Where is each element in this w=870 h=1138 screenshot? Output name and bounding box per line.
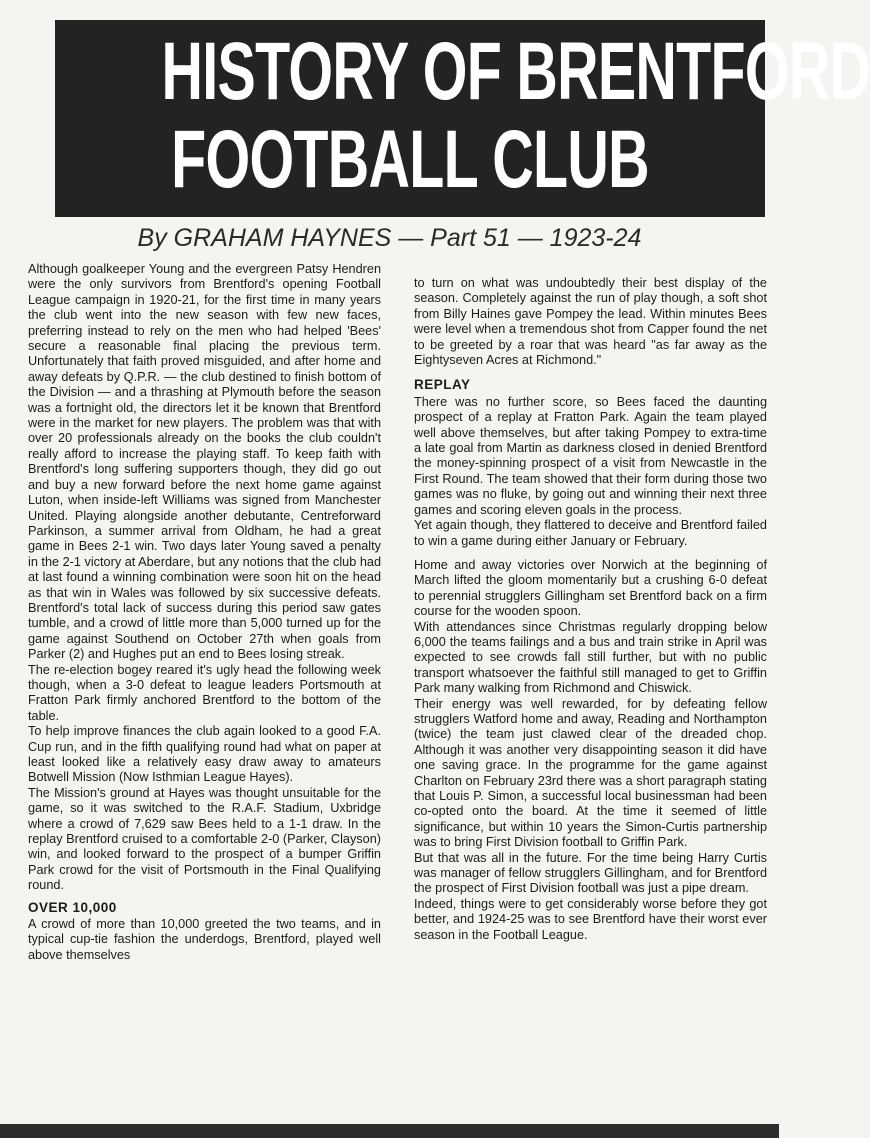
paragraph: The Mission's ground at Hayes was thought unsuitable for the game, so it was switched to the R.A.F. Stadium, Uxbridge where a crowd of 7,629 saw Bees held to a 1-1 draw. In the replay Brentford cruised to a comfortable 2-0 (Parker, Clayson) win, and looked forward to the prospect of a bumper Griffin Park crowd for the visit of Portsmouth in the Final Qualifying round. <box>28 785 381 893</box>
byline: By GRAHAM HAYNES — Part 51 — 1923-24 <box>137 224 642 252</box>
paragraph: Their energy was well rewarded, for by defeating fellow strugglers Watford home and away, Reading and Northampton (twice) the team just clawed clear of the dreaded chop. Although it was another very disappointing season it did have one saving grace. In the programme for the game against Charlton on February 23rd there was a short paragraph stating that Louis P. Simon, a successful local businessman had been co-opted onto the board. At the time it seemed of little significance, but within 10 years the Simon-Curtis partnership was to bring First Division football to Griffin Park. <box>414 696 767 850</box>
paragraph: There was no further score, so Bees faced the daunting prospect of a replay at Fratton Park. Again the team played well above themselves, but after taking Pompey to extra-time a late goal from Martin as darkness closed in denied Brentford the money-spinning prospect of a visit from Newcastle in the First Round. The team showed that their form during those two games was no fluke, by going out and winning their next three games and scoring eleven goals in the process. <box>414 394 767 517</box>
right-column <box>414 276 767 1131</box>
paragraph: Home and away victories over Norwich at the beginning of March lifted the gloom momentarily but a crushing 6-0 defeat to perennial strugglers Gillingham set Brentford back on a firm course for the wooden spoon. <box>414 557 767 619</box>
paragraph: Yet again though, they flattered to deceive and Brentford failed to win a game during either January or February. <box>414 518 767 548</box>
paragraph: A crowd of more than 10,000 greeted the two teams, and in typical cup-tie fashion the underdogs, Brentford, played well above themselves <box>28 917 381 962</box>
title-line-2: FOOTBALL CLUB <box>171 114 649 205</box>
subheading: REPLAY <box>414 377 471 393</box>
title-banner <box>55 20 870 217</box>
paragraph: Indeed, things were to get considerably worse before they got better, and 1924-25 was to see Brentford have their worst ever season in the Football League. <box>414 896 767 942</box>
paragraph: to turn on what was undoubtedly their best display of the season. Completely against the run of play though, a soft shot from Billy Haines gave Pompey the lead. Within minutes Bees were level when a tremendous shot from Capper found the net to be greeted by a roar that was heard "as far away as the Eightyseven Acres at Richmond." <box>414 276 767 368</box>
left-column <box>28 262 381 1117</box>
paragraph: To help improve finances the club again looked to a good F.A. Cup run, and in the fifth qualifying round had what on paper at least looked like a relatively easy draw away to amateurs Botwell Mission (Now Isthmian League Hayes). <box>28 724 381 785</box>
paragraph: The re-election bogey reared it's ugly head the following week though, when a 3-0 defeat to league leaders Portsmouth at Fratton Park firmly anchored Brentford to the bottom of the table. <box>28 662 381 723</box>
subheading: OVER 10,000 <box>28 899 117 915</box>
title-line-1: HISTORY OF BRENTFORD <box>161 26 870 117</box>
article-title <box>161 26 870 205</box>
footer-band <box>0 1124 779 1138</box>
paragraph: With attendances since Christmas regularly dropping below 6,000 the teams failings and a bus and train strike in April was expected to see crowds fall still further, but with no public transport whatsoever the faithful still managed to get to Griffin Park many walking from Richmond and Chiswick. <box>414 619 767 696</box>
paragraph: Although goalkeeper Young and the evergreen Patsy Hendren were the only survivors from Brentford's opening Football League campaign in 1920-21, for the first time in many years the club went into the new season with few new faces, preferring instead to rely on the men who had helped 'Bees' secure a reasonable final placing the previous term. Unfortunately that faith proved misguided, and after home and away defeats by Q.P.R. — the club destined to finish bottom of the Division — and a thrashing at Plymouth before the season was a fortnight old, the directors let it be known that Brentford were in the market for new players. The problem was that with over 20 professionals already on the books the club couldn't really afford to increase the playing staff. To keep faith with Brentford's long suffering supporters though, they did go out and buy a new forward before the next home game against Luton, when inside-left Williams was signed from Manchester United. Playing alongside another debutante, Centreforward Parkinson, a summer arrival from Oldham, he had a great game in Bees 2-1 win. Two days later Young saved a penalty in the 2-1 victory at Aberdare, but any notions that the club had at last found a winning combination were soon hit on the head as that win in Wales was followed by six successive defeats. Brentford's total lack of success during this period saw gates tumble, and a crowd of little more than 5,000 turned up for the game against Southend on October 27th when goals from Parker (2) and Hughes put an end to Bees losing streak. <box>28 262 381 662</box>
paragraph: But that was all in the future. For the time being Harry Curtis was manager of fellow strugglers Gillingham, and for Brentford the prospect of First Division football was just a pipe dream. <box>414 850 767 896</box>
